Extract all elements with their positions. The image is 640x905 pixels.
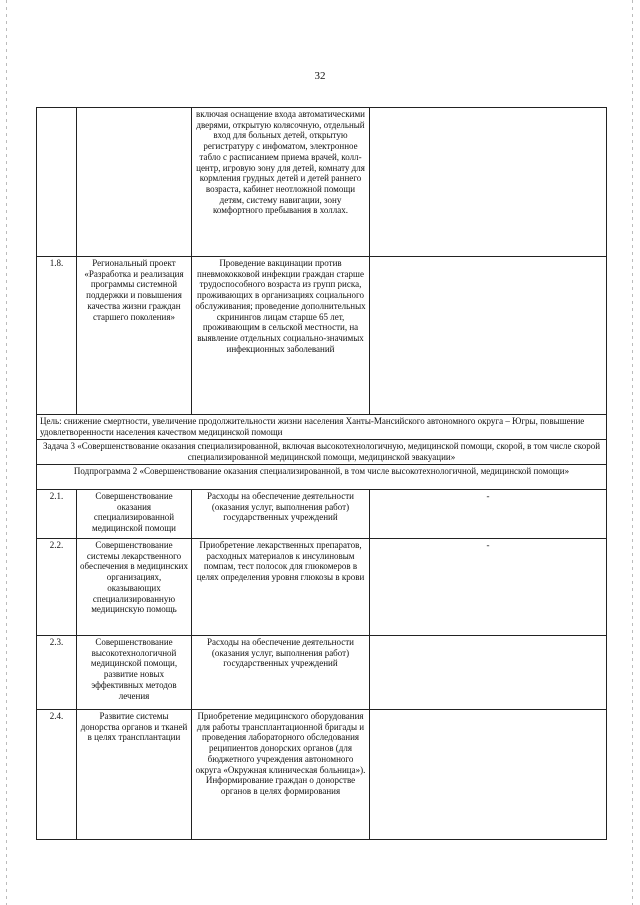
activity-name: Развитие системы донорства органов и тканей в целях трансплантации: [77, 710, 192, 840]
subprogram-text: Подпрограмма 2 «Совершенствование оказания специализированной, в том числе высокотехнологичной, медицинской помощи»: [37, 465, 607, 490]
task-text: Задача 3 «Совершенствование оказания специализированной, включая высокотехнологичную, медицинской помощи, скорой, в том числе скорой специализированной медицинской помощи, медицинской эвакуации»: [37, 440, 607, 465]
activity-text: Расходы на обеспечение деятельности (оказания услуг, выполнения работ) государственных учреждений: [192, 490, 370, 539]
activity-text: включая оснащение входа автоматическими дверями, открытую колясочную, отдельный вход для больных детей, открытую регистратуру с инфоматом, электронное табло с расписанием приема врачей, колл-центр, игровую зону для детей, комнату для кормления грудных детей и детей раннего возраста, кабинет неотложной помощи детям, систему навигации, зону комфортного пребывания в холлах.: [192, 108, 370, 257]
activity-text: Приобретение лекарственных препаратов, расходных материалов к инсулиновым помпам, тест полосок для глюкомеров в целях определения уровня глюкозы в крови: [192, 539, 370, 636]
table-row: [37, 108, 607, 257]
extra-cell: [370, 257, 607, 415]
dash-mark: -: [486, 491, 490, 501]
task-row: [37, 440, 607, 465]
activity-name: Совершенствование системы лекарственного обеспечения в медицинских организациях, оказывающих специализированную медицинскую помощь: [77, 539, 192, 636]
row-number: 2.3.: [37, 636, 77, 710]
measures-table: [36, 107, 607, 840]
project-name: [77, 108, 192, 257]
row-number: [37, 108, 77, 257]
activity-name: Совершенствование оказания специализированной медицинской помощи: [77, 490, 192, 539]
extra-cell: [370, 636, 607, 710]
activity-text: Расходы на обеспечение деятельности (оказания услуг, выполнения работ) государственных учреждений: [192, 636, 370, 710]
extra-cell: [370, 490, 607, 539]
table-row: [37, 636, 607, 710]
activity-text: Приобретение медицинского оборудования для работы трансплантационной бригады и проведения лабораторного обследования реципиентов донорских органов (для бюджетного учреждения автономного округа «Окружная клиническая больница»). Информирование граждан о донорстве органов в целях формирования: [192, 710, 370, 840]
scan-edge-right: [632, 0, 633, 905]
row-number: 2.1.: [37, 490, 77, 539]
scan-edge-left: [6, 0, 7, 905]
row-number: 2.4.: [37, 710, 77, 840]
table-row: [37, 490, 607, 539]
row-number: 2.2.: [37, 539, 77, 636]
goal-text: Цель: снижение смертности, увеличение продолжительности жизни населения Ханты-Мансийского автономного округа – Югры, повышение удовлетворенности населения качеством медицинской помощи: [37, 415, 607, 440]
activity-name: Совершенствование высокотехнологичной медицинской помощи, развитие новых эффективных методов лечения: [77, 636, 192, 710]
row-number: 1.8.: [37, 257, 77, 415]
table-row: [37, 710, 607, 840]
extra-cell: [370, 710, 607, 840]
extra-cell: [370, 539, 607, 636]
subprogram-row: [37, 465, 607, 490]
project-name: Региональный проект «Разработка и реализация программы системной поддержки и повышения качества жизни граждан старшего поколения»: [77, 257, 192, 415]
table-row: [37, 257, 607, 415]
dash-mark: -: [486, 540, 490, 550]
activity-text: Проведение вакцинации против пневмококковой инфекции граждан старше трудоспособного возраста из групп риска, проживающих в организациях социального обслуживания; проведение дополнительных скринингов лицам старше 65 лет, проживающим в сельской местности, на выявление отдельных социально-значимых инфекционных заболеваний: [192, 257, 370, 415]
extra-cell: [370, 108, 607, 257]
page-number: 32: [314, 70, 326, 82]
table-row: [37, 539, 607, 636]
goal-row: [37, 415, 607, 440]
